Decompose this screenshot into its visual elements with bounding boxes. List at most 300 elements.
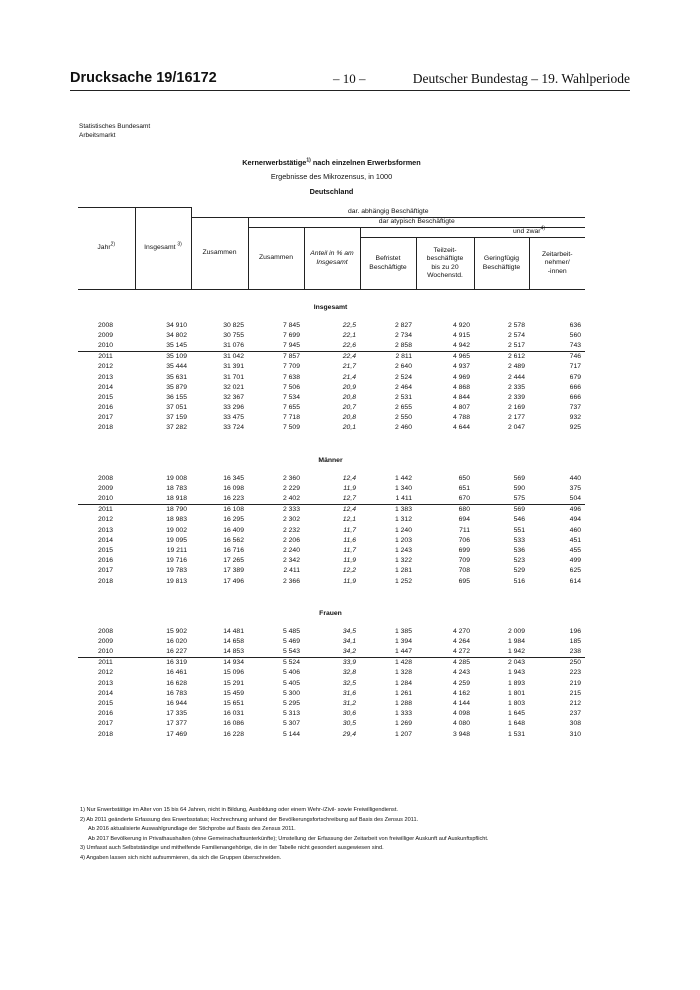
table-row [78,556,585,566]
table-cell: 16 345 [223,474,244,482]
table-cell: 15 902 [166,627,187,635]
table-cell: 2016 [97,557,114,565]
header-atypisch: dar atypisch Beschäftigte [248,218,585,228]
table-cell: 5 313 [282,710,300,718]
table-cell: 16 227 [135,647,191,658]
table-cell: 33 475 [223,414,244,422]
table-cell: 16 409 [223,526,244,534]
header-und-zwar: und zwar$^{4)}$ [360,228,585,238]
table-cell: 7 509 [282,424,300,432]
table-cell: 5 524 [282,659,300,667]
table-cell: 31,2 [342,700,356,708]
table-cell: 22,5 [342,321,356,329]
table-cell: 2 827 [394,321,412,329]
table-row [78,483,585,493]
table-cell: 4 807 [452,404,470,412]
table-cell: 16 716 [223,546,244,554]
table-cell: 7 857 [282,353,300,361]
table-cell: 29,4 [342,730,356,738]
table-cell: 2 531 [394,393,412,401]
table-cell: 22,6 [304,340,360,351]
table-cell: 1 648 [507,720,525,728]
table-cell: 308 [569,720,582,728]
table-row [78,340,585,351]
table-cell: 2009 [97,484,114,492]
table-row [78,688,585,698]
table-cell: 494 [569,516,582,524]
table-cell: 5 300 [282,689,300,697]
table-cell: 35 444 [166,363,187,371]
table-cell: 17 265 [223,557,244,565]
table-cell: 1 252 [394,577,412,585]
table-cell: 4 098 [452,710,470,718]
table-cell: 2 366 [282,577,300,585]
table-row [78,709,585,719]
table-cell: 496 [569,506,582,514]
table-cell: 215 [569,689,582,697]
table-cell: 2 858 [360,340,416,351]
table-cell: 2013 [97,679,114,687]
table-cell: 19 813 [166,577,187,585]
table-cell: 7 845 [282,321,300,329]
table-cell: 1 442 [394,474,412,482]
table-cell: 17 377 [166,720,187,728]
table-cell: 22,1 [342,331,356,339]
table-row [78,382,585,392]
table-cell: 1 942 [474,647,529,658]
table-cell: 2 444 [507,373,525,381]
group-label: Insgesamt [313,303,348,311]
footnote: 2) Ab 2011 geänderte Erfassung des Erwerbsstatus; Hochrechnung anhand der Bevölkerungsfortschreibung auf Basis des Zensus 2011. [80,816,419,823]
table-cell: 499 [569,557,582,565]
table-cell: 679 [569,373,582,381]
col-header-zusammen: Zusammen [191,218,248,290]
table-cell: 711 [459,526,470,534]
table-cell: 5 295 [282,700,300,708]
table-cell: 1 207 [394,730,412,738]
table-cell: 2 402 [248,493,304,504]
table-cell: 12,1 [342,516,356,524]
table-cell: 223 [569,669,582,677]
table-cell: 32,5 [342,679,356,687]
table-cell: 14 934 [223,659,244,667]
table-cell: 4 259 [452,679,470,687]
table-cell: 4 788 [452,414,470,422]
table-cell: 19 716 [166,557,187,565]
table-cell: 4 937 [452,363,470,371]
table-cell: 2014 [97,689,114,697]
table-cell: 2 578 [507,321,525,329]
table-cell: 2 550 [394,414,412,422]
table-cell: 11,6 [343,536,356,544]
table-cell: 2016 [97,710,114,718]
table-cell: 569 [513,474,525,482]
table-cell: 680 [458,506,470,514]
table-cell: 1 281 [394,567,412,575]
table-cell: 15 459 [223,689,244,697]
table-cell: 2 232 [282,526,300,534]
table-cell: 31 042 [223,353,244,361]
table-cell: 651 [458,484,470,492]
table-cell: 546 [513,516,525,524]
table-cell: 2 464 [394,383,412,391]
table-cell: 20,8 [342,414,356,422]
table-cell: 16 319 [166,659,187,667]
col-header-teilzeit: Teilzeit- beschäftigte bis zu 20 Wochenstd. [416,238,474,290]
table-cell: 575 [474,493,529,504]
table-cell: 2 339 [507,393,525,401]
table-cell: 2 460 [394,424,412,432]
table-row [78,362,585,372]
table-cell: 196 [569,627,582,635]
table-cell: 14 481 [223,627,244,635]
table-row [78,719,585,729]
col-header-jahr: Jahr$^{2)}$ [78,208,135,290]
table-row [78,647,585,658]
table-row [78,330,585,340]
document-number: Drucksache 19/16172 [70,70,217,86]
table-cell: 11,7 [343,526,356,534]
table-cell: 5 307 [282,720,300,728]
group-header [78,443,585,473]
table-cell: 504 [529,493,585,504]
table-row [78,698,585,708]
table-cell: 2018 [97,424,114,432]
table-cell: 14 853 [191,647,248,658]
table-cell: 2 335 [507,383,525,391]
table-cell: 1 240 [394,526,412,534]
table-cell: 12,4 [342,506,356,514]
table-cell: 4 920 [452,321,470,329]
table-cell: 2008 [97,474,114,482]
table-cell: 1 340 [394,484,412,492]
table-cell: 2 229 [282,484,300,492]
table-row [78,566,585,576]
table-cell: 2 047 [507,424,525,432]
table-cell: 536 [513,546,525,554]
table-cell: 34,2 [304,647,360,658]
table-cell: 16 562 [223,536,244,544]
col-header-befristet: Befristet Beschäftigte [360,238,416,290]
table-cell: 2 574 [507,331,525,339]
table-cell: 32 021 [223,383,244,391]
table-cell: 2008 [97,627,114,635]
table-cell: 1 893 [507,679,525,687]
table-cell: 743 [529,340,585,351]
table-cell: 5 406 [282,669,300,677]
table-cell: 1 312 [394,516,412,524]
table-body [78,290,585,740]
table-row [78,392,585,402]
table-cell: 1 428 [394,659,412,667]
table-cell: 33 724 [223,424,244,432]
table-cell: 34,1 [342,637,356,645]
table-cell: 17 496 [223,577,244,585]
table-cell: 2 009 [507,627,525,635]
table-row [78,473,585,483]
table-cell: 2011 [98,506,113,514]
table-cell: 17 335 [166,710,187,718]
table-cell: 2009 [97,331,114,339]
table-cell: 1 288 [394,700,412,708]
table-cell: 16 628 [166,679,187,687]
page-number: – 10 – [333,71,366,86]
table-row [78,372,585,382]
table-cell: 2 206 [282,536,300,544]
table-cell: 746 [569,353,582,361]
table-row [78,423,585,433]
table-cell: 440 [569,474,582,482]
table-cell: 932 [569,414,582,422]
table-cell: 4 272 [416,647,474,658]
table-cell: 375 [569,484,582,492]
table-cell: 7 709 [282,363,300,371]
group-spacer [78,433,585,443]
page-header [70,68,630,91]
footnote: 1) Nur Erwerbstätige im Alter von 15 bis 64 Jahren, nicht in Bildung, Ausbildung oder einem Wehr-/Zivil- sowie Freiwilligendienst. [80,807,398,813]
table-cell: 18 983 [166,516,187,524]
table-cell: 2012 [97,669,114,677]
table-cell: 2 360 [282,474,300,482]
table-cell: 30 825 [223,321,244,329]
table-cell: 717 [569,363,582,371]
table-cell: 22,4 [342,353,356,361]
table-cell: 4 868 [452,383,470,391]
table-row [78,545,585,555]
table-cell: 4 162 [452,689,470,697]
table-cell: 2 612 [507,353,525,361]
table-cell: 455 [569,546,582,554]
table-cell: 35 109 [166,353,187,361]
table-cell: 19 095 [166,536,187,544]
table-row [78,636,585,646]
source-block [79,122,150,140]
table-row [78,525,585,535]
table-cell: 2 342 [282,557,300,565]
table-cell: 2017 [97,720,114,728]
table-row [78,668,585,678]
table-cell: 4 285 [452,659,470,667]
table-cell: 1 383 [394,506,412,514]
table-cell: 19 211 [166,546,187,554]
table-cell: 12,4 [342,474,356,482]
table-row [78,413,585,423]
table-cell: 310 [569,730,582,738]
table-cell: 16 461 [166,669,187,677]
table-cell: 4 270 [452,627,470,635]
table-cell: 1 984 [507,637,525,645]
table-cell: 2 333 [282,506,300,514]
table-row [78,320,585,330]
table-row [78,504,585,515]
table-cell: 614 [569,577,582,585]
table-cell: 2017 [97,414,114,422]
table-cell: 2012 [97,516,114,524]
table-cell: 2011 [98,353,113,361]
table-cell: 4 915 [452,331,470,339]
table-cell: 4 264 [452,637,470,645]
table-cell: 2015 [97,393,114,401]
table-cell: 569 [513,506,525,514]
table-cell: 1 943 [507,669,525,677]
table-cell: 16 295 [223,516,244,524]
table-cell: 2 734 [394,331,412,339]
table-cell: 1 261 [394,689,412,697]
table-cell: 1 411 [360,493,416,504]
table-cell: 2 524 [394,373,412,381]
table-cell: 11,9 [343,484,356,492]
table-cell: 16 783 [166,689,187,697]
table-cell: 11,9 [343,557,356,565]
table-row [78,657,585,668]
table-cell: 4 969 [452,373,470,381]
table-cell: 650 [458,474,470,482]
table-cell: 31 701 [223,373,244,381]
table-subtitle: Ergebnisse des Mikrozensus, in 1000 [270,172,393,181]
table-cell: 2015 [97,546,114,554]
table-cell: 35 879 [166,383,187,391]
table-cell: 699 [458,546,470,554]
table-cell: 7 638 [282,373,300,381]
table-cell: 237 [569,710,582,718]
table-cell: 2013 [97,526,114,534]
table-row [78,626,585,636]
table-cell: 30 755 [223,331,244,339]
table-cell: 2016 [97,404,114,412]
table-cell: 250 [569,659,582,667]
table-cell: 16 944 [166,700,187,708]
table-row [78,535,585,545]
table-cell: 2 811 [395,353,412,361]
table-cell: 15 291 [223,679,244,687]
table-cell: 16 031 [223,710,244,718]
header-abhaengig: dar. abhängig Beschäftigte [191,208,585,218]
footnote: Ab 2017 Bevölkerung in Privathaushalten (ohne Gemeinschaftsunterkünfte); Umstellung der Erfassung der Zeitarbeit von freiwilliger Auskunft auf Auskunftspflicht. [88,835,489,842]
table-cell: 35 631 [166,373,187,381]
table-cell: 560 [569,331,582,339]
table-cell: 4 644 [452,424,470,432]
table-cell: 1 269 [394,720,412,728]
table-cell: 4 243 [452,669,470,677]
table-cell: 5 144 [282,730,300,738]
table-cell: 20,8 [342,393,356,401]
table-cell: 451 [569,536,582,544]
table-cell: 2 240 [282,546,300,554]
table-cell: 18 918 [135,493,191,504]
table-cell: 737 [569,404,582,412]
table-cell: 15 096 [223,669,244,677]
table-row [78,729,585,739]
col-header-anteil: Anteil in % am Insgesamt [304,228,360,290]
table-cell: 2 169 [507,404,525,412]
footnotes [80,806,488,863]
table-cell: 34,5 [342,627,356,635]
table-cell: 15 651 [223,700,244,708]
table-cell: 16 108 [223,506,244,514]
table-cell: 533 [513,536,525,544]
table-cell: 2 640 [394,363,412,371]
table-cell: 17 469 [166,730,187,738]
table-cell: 21,4 [342,373,356,381]
table-cell: 20,7 [342,404,356,412]
table-cell: 625 [569,567,582,575]
parliament-label: Deutscher Bundestag – 19. Wahlperiode [412,71,630,86]
table-cell: 460 [569,526,582,534]
table-cell: 4 965 [452,353,470,361]
table-cell: 20,9 [342,383,356,391]
table-cell: 5 405 [282,679,300,687]
table-cell: 5 469 [282,637,300,645]
table-cell: 4 844 [452,393,470,401]
table-cell: 7 945 [248,340,304,351]
table-row [78,678,585,688]
footnote: Ab 2016 aktualisierte Auswahlgrundlage der Stichprobe auf Basis des Zensus 2011. [88,826,296,832]
table-cell: 212 [569,700,582,708]
table-cell: 238 [529,647,585,658]
table-cell: 14 658 [223,637,244,645]
table-cell: 695 [458,577,470,585]
table-cell: 35 145 [135,340,191,351]
table-cell: 666 [569,393,582,401]
table-cell: 2 043 [507,659,525,667]
table-cell: 16 020 [166,637,187,645]
group-label: Frauen [319,609,342,617]
table-cell: 2011 [98,659,113,667]
table-cell: 1 328 [394,669,412,677]
table-cell: 3 948 [452,730,470,738]
table-cell: 32 367 [223,393,244,401]
source-line-2: Arbeitsmarkt [79,132,116,139]
table-cell: 32,8 [342,669,356,677]
table-cell: 2013 [97,373,114,381]
table-cell: 21,7 [342,363,356,371]
table-cell: 5 543 [248,647,304,658]
table-cell: 16 223 [191,493,248,504]
table-cell: 19 783 [166,567,187,575]
table-cell: 706 [458,536,470,544]
table-cell: 2 411 [283,567,300,575]
table-cell: 16 098 [223,484,244,492]
table-cell: 1 322 [394,557,412,565]
table-cell: 17 389 [223,567,244,575]
table-cell: 37 159 [166,414,187,422]
table-cell: 2018 [97,730,114,738]
table-cell: 2 517 [474,340,529,351]
table-cell: 2010 [78,647,135,658]
group-label: Männer [318,456,343,464]
footnote: 4) Angaben lassen sich nicht aufsummieren, da sich die Gruppen überschneiden. [80,854,282,861]
table-cell: 2010 [78,340,135,351]
table-cell: 7 699 [282,331,300,339]
table-cell: 2 655 [394,404,412,412]
table-cell: 666 [569,383,582,391]
table-cell: 185 [569,637,582,645]
table-cell: 16 086 [223,720,244,728]
table-cell: 33,9 [342,659,356,667]
col-header-zeitarbeit: Zeitarbeit- nehmer/ -innen [529,238,585,290]
table-cell: 670 [416,493,474,504]
table-cell: 33 296 [223,404,244,412]
table-cell: 2010 [78,493,135,504]
table-cell: 636 [569,321,582,329]
table-cell: 1 385 [394,627,412,635]
table-cell: 30,6 [342,710,356,718]
table-cell: 18 790 [166,506,187,514]
table-cell: 2009 [97,637,114,645]
table-cell: 1 284 [394,679,412,687]
table-cell: 34 802 [166,331,187,339]
footnote: 3) Umfasst auch Selbstständige und mithelfende Familienangehörige, die in der Tabelle nicht gesondert ausgewiesen sind. [80,845,384,851]
